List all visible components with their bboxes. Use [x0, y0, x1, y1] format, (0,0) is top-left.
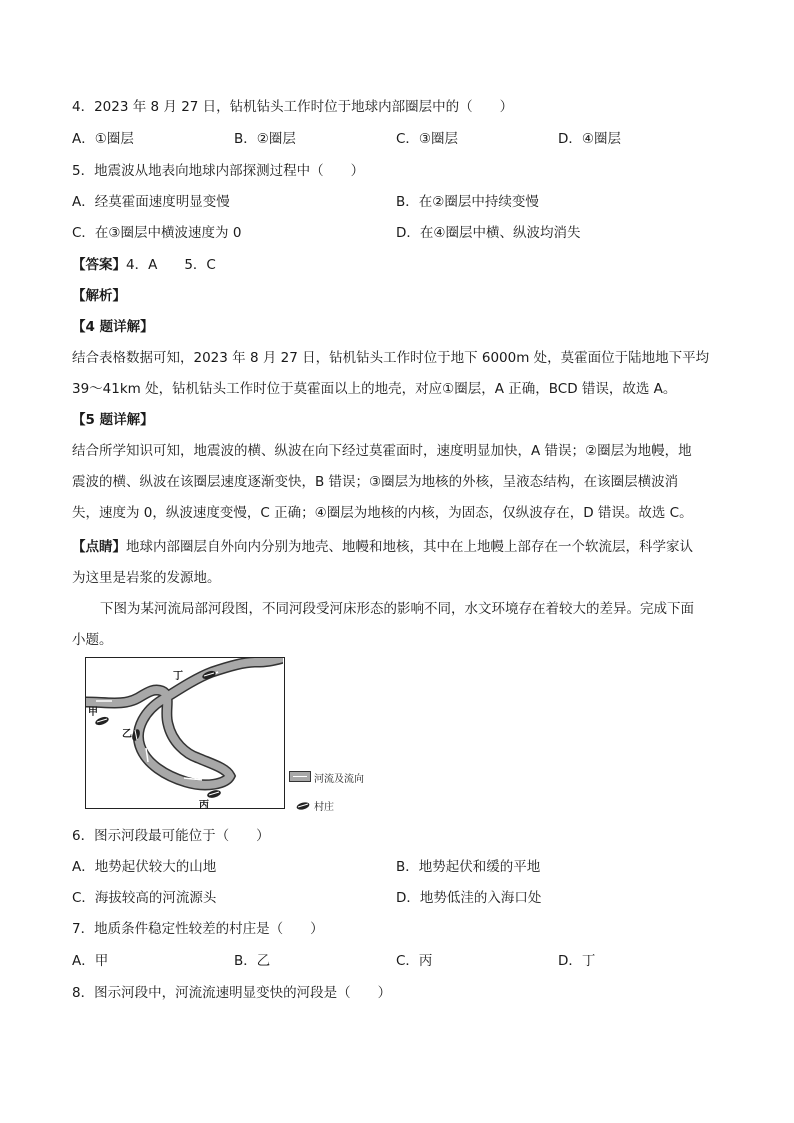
analysis-tag: 【解析】 [72, 288, 126, 304]
question-7-stem: 7．地质条件稳定性较差的村庄是（ ） [72, 921, 324, 937]
legend-river-label: 河流及流向 [314, 774, 364, 785]
question-6-stem: 6．图示河段最可能位于（ ） [72, 828, 270, 844]
q5-option-a: A．经莫霍面速度明显变慢 [72, 194, 230, 210]
q4-option-b: B．②圈层 [234, 131, 296, 147]
detail-5-line-3: 失，速度为 0，纵波速度变慢，C 正确；④圈层为地核的内核，为固态，仅纵波存在，D 错误。故选 C。 [72, 505, 693, 521]
detail-4-tag: 【4 题详解】 [72, 319, 154, 335]
answer-text: 4．A 5．C [126, 257, 216, 273]
detail-5-line-2: 震波的横、纵波在该圈层速度逐渐变快，B 错误；③圈层为地核的外核，呈液态结构，在该圈层横波消 [72, 474, 679, 490]
question-4-stem: 4．2023 年 8 月 27 日，钻机钻头工作时位于地球内部圈层中的（ ） [72, 99, 514, 115]
legend-village-icon [296, 802, 310, 810]
river-map [85, 657, 285, 809]
q6-option-b: B．地势起伏和缓的平地 [396, 859, 541, 875]
label-ding: 丁 [173, 671, 183, 682]
note-line-1 [72, 537, 693, 557]
question-8-stem: 8．图示河段中，河流流速明显变快的河段是（ ） [72, 985, 392, 1001]
q6-option-d: D．地势低洼的入海口处 [396, 890, 542, 906]
river-map-drawing [86, 658, 283, 807]
intro-line-1: 下图为某河流局部河段图，不同河段受河床形态的影响不同，水文环境存在着较大的差异。完成下面 [100, 601, 694, 617]
note-tag: 【点睛】 [72, 539, 126, 555]
river-water [86, 658, 283, 785]
detail-4-line-2: 39～41km 处，钻机钻头工作时位于莫霍面以上的地壳，对应①圈层，A 正确，BCD 错误，故选 A。 [72, 381, 677, 397]
detail-4-line-1: 结合表格数据可知，2023 年 8 月 27 日，钻机钻头工作时位于地下 6000m 处，莫霍面位于陆地地下平均 [72, 350, 710, 366]
q6-option-c: C．海拔较高的河流源头 [72, 890, 217, 906]
q7-option-b: B．乙 [234, 953, 271, 969]
legend-river-swatch [289, 771, 311, 782]
q5-option-b: B．在②圈层中持续变慢 [396, 194, 539, 210]
note-text-1: 地球内部圈层自外向内分别为地壳、地幔和地核，其中在上地幔上部存在一个软流层，科学家认 [126, 539, 693, 555]
answer-tag: 【答案】 [72, 257, 126, 273]
detail-5-tag: 【5 题详解】 [72, 412, 154, 428]
answer-line [72, 255, 216, 275]
intro-line-2: 小题。 [72, 632, 113, 648]
q4-option-c: C．③圈层 [396, 131, 459, 147]
q4-option-d: D．④圈层 [558, 131, 621, 147]
detail-5-line-1: 结合所学知识可知，地震波的横、纵波在向下经过莫霍面时，速度明显加快，A 错误；②圈层为地幔，地 [72, 443, 692, 459]
q7-option-c: C．丙 [396, 953, 433, 969]
q6-option-a: A．地势起伏较大的山地 [72, 859, 217, 875]
q7-option-d: D．丁 [558, 953, 596, 969]
q7-option-a: A．甲 [72, 953, 109, 969]
label-yi: 乙 [122, 729, 132, 740]
question-5-stem: 5．地震波从地表向地球内部探测过程中（ ） [72, 163, 365, 179]
note-line-2: 为这里是岩浆的发源地。 [72, 570, 221, 586]
river-channel [86, 658, 283, 785]
legend-village-label: 村庄 [314, 802, 334, 813]
q5-option-c: C．在③圈层中横波速度为 0 [72, 225, 242, 241]
label-bing: 丙 [199, 800, 209, 811]
q4-option-a: A．①圈层 [72, 131, 134, 147]
label-jia: 甲 [88, 707, 98, 718]
q5-option-d: D．在④圈层中横、纵波均消失 [396, 225, 581, 241]
